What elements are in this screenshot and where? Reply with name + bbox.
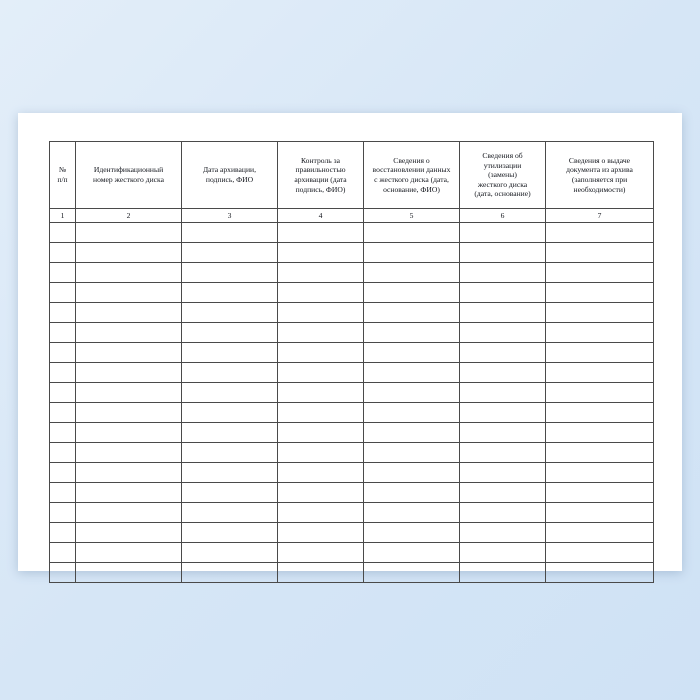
table-cell-empty[interactable] bbox=[460, 243, 546, 263]
header-line: (заполняется при bbox=[571, 175, 628, 184]
header-cell-2 bbox=[76, 142, 182, 209]
table-cell-empty[interactable] bbox=[460, 263, 546, 283]
table-cell-empty[interactable] bbox=[278, 223, 364, 243]
table-cell-empty[interactable] bbox=[50, 503, 76, 523]
table-cell-empty[interactable] bbox=[182, 523, 278, 543]
header-line: подпись, ФИО) bbox=[295, 184, 346, 194]
table-cell-empty[interactable] bbox=[460, 223, 546, 243]
table-cell-empty[interactable] bbox=[76, 383, 182, 403]
table-cell-empty[interactable] bbox=[76, 403, 182, 423]
table-cell-empty[interactable] bbox=[182, 343, 278, 363]
table-cell-empty[interactable] bbox=[546, 383, 654, 403]
table-cell-empty[interactable] bbox=[50, 483, 76, 503]
table-cell-empty[interactable] bbox=[182, 443, 278, 463]
table-cell-empty[interactable] bbox=[364, 463, 460, 483]
table-header bbox=[50, 142, 654, 209]
table-cell-empty[interactable] bbox=[546, 463, 654, 483]
table-cell-empty[interactable] bbox=[364, 483, 460, 503]
table-cell-empty[interactable] bbox=[460, 503, 546, 523]
table-cell-empty[interactable] bbox=[182, 323, 278, 343]
table-cell-empty[interactable] bbox=[546, 563, 654, 583]
table-row[interactable] bbox=[50, 363, 654, 383]
table-cell-empty[interactable] bbox=[76, 523, 182, 543]
header-row bbox=[50, 142, 654, 209]
table-cell-empty[interactable] bbox=[76, 463, 182, 483]
table-cell-empty[interactable] bbox=[546, 243, 654, 263]
header-cell-1 bbox=[50, 142, 76, 209]
table-row[interactable] bbox=[50, 283, 654, 303]
table-cell-empty[interactable] bbox=[76, 483, 182, 503]
table-cell-empty[interactable] bbox=[546, 323, 654, 343]
table-cell-empty[interactable] bbox=[460, 303, 546, 323]
table-cell-empty[interactable] bbox=[460, 383, 546, 403]
table-row[interactable] bbox=[50, 263, 654, 283]
table-cell-empty[interactable] bbox=[546, 543, 654, 563]
table-cell-empty[interactable] bbox=[76, 543, 182, 563]
column-number-row bbox=[50, 209, 654, 223]
table-cell-empty[interactable] bbox=[182, 423, 278, 443]
table-cell-empty[interactable] bbox=[182, 263, 278, 283]
table-cell-empty[interactable] bbox=[182, 223, 278, 243]
table-cell-empty[interactable] bbox=[460, 483, 546, 503]
header-line: Сведения об bbox=[482, 150, 523, 160]
table-cell-empty[interactable] bbox=[50, 523, 76, 543]
table-row[interactable] bbox=[50, 503, 654, 523]
table-cell-empty[interactable] bbox=[76, 223, 182, 243]
table-cell-empty[interactable] bbox=[364, 343, 460, 363]
table-cell-empty[interactable] bbox=[50, 303, 76, 323]
table-cell-empty[interactable] bbox=[76, 503, 182, 523]
table-cell-empty[interactable] bbox=[76, 423, 182, 443]
table-cell-empty[interactable] bbox=[50, 423, 76, 443]
table-cell-empty[interactable] bbox=[546, 343, 654, 363]
header-line: подпись, ФИО bbox=[205, 175, 254, 184]
table-cell-empty[interactable] bbox=[76, 243, 182, 263]
table-cell-empty[interactable] bbox=[460, 343, 546, 363]
table-cell-empty[interactable] bbox=[278, 303, 364, 323]
header-line: Сведения о выдаче bbox=[568, 155, 631, 165]
table-row[interactable] bbox=[50, 323, 654, 343]
table-cell-empty[interactable] bbox=[278, 403, 364, 423]
table-cell-empty[interactable] bbox=[182, 483, 278, 503]
table-cell-empty[interactable] bbox=[76, 263, 182, 283]
table-cell-empty[interactable] bbox=[364, 303, 460, 323]
table-cell-empty[interactable] bbox=[278, 443, 364, 463]
table-cell-empty[interactable] bbox=[278, 383, 364, 403]
table-cell-empty[interactable] bbox=[546, 403, 654, 423]
table-cell-empty[interactable] bbox=[546, 443, 654, 463]
table-cell-empty[interactable] bbox=[278, 523, 364, 543]
header-line: документа из архива bbox=[566, 165, 633, 175]
table-cell-empty[interactable] bbox=[50, 443, 76, 463]
table-row[interactable] bbox=[50, 543, 654, 563]
table-cell-empty[interactable] bbox=[278, 543, 364, 563]
table-cell-empty[interactable] bbox=[182, 243, 278, 263]
table-cell-empty[interactable] bbox=[546, 303, 654, 323]
table-cell-empty[interactable] bbox=[76, 343, 182, 363]
table-cell-empty[interactable] bbox=[460, 563, 546, 583]
table-cell-empty[interactable] bbox=[50, 543, 76, 563]
header-line: восстановлении данных bbox=[372, 165, 451, 175]
table-row[interactable] bbox=[50, 343, 654, 363]
table-row[interactable] bbox=[50, 563, 654, 583]
table-cell-empty[interactable] bbox=[364, 323, 460, 343]
table-row[interactable] bbox=[50, 423, 654, 443]
column-number-cell: 2 bbox=[76, 209, 182, 223]
table-cell-empty[interactable] bbox=[460, 423, 546, 443]
header-line: с жесткого диска (дата, bbox=[374, 175, 449, 184]
table-cell-empty[interactable] bbox=[364, 443, 460, 463]
table-cell-empty[interactable] bbox=[364, 383, 460, 403]
header-cell-3 bbox=[182, 142, 278, 209]
table-cell-empty[interactable] bbox=[278, 343, 364, 363]
table-row[interactable] bbox=[50, 443, 654, 463]
table-cell-empty[interactable] bbox=[50, 363, 76, 383]
table-row[interactable] bbox=[50, 303, 654, 323]
table-cell-empty[interactable] bbox=[460, 443, 546, 463]
column-number-cell: 7 bbox=[546, 209, 654, 223]
table-cell-empty[interactable] bbox=[50, 463, 76, 483]
header-cell-7 bbox=[546, 142, 654, 209]
table-cell-empty[interactable] bbox=[364, 283, 460, 303]
table-cell-empty[interactable] bbox=[182, 383, 278, 403]
table-cell-empty[interactable] bbox=[546, 363, 654, 383]
document-sheet bbox=[18, 113, 682, 571]
header-cell-6 bbox=[460, 142, 546, 209]
table-cell-empty[interactable] bbox=[460, 323, 546, 343]
header-line: утилизации bbox=[483, 160, 522, 170]
header-line: Сведения о bbox=[393, 155, 430, 165]
table-body bbox=[50, 209, 654, 583]
table-cell-empty[interactable] bbox=[182, 503, 278, 523]
header-line: Контроль за bbox=[301, 155, 340, 165]
table-cell-empty[interactable] bbox=[278, 503, 364, 523]
column-number-cell: 1 bbox=[50, 209, 76, 223]
table-cell-empty[interactable] bbox=[364, 363, 460, 383]
header-line: № bbox=[58, 165, 67, 175]
table-cell-empty[interactable] bbox=[364, 523, 460, 543]
header-line: Идентификационный bbox=[93, 165, 164, 175]
table-cell-empty[interactable] bbox=[364, 243, 460, 263]
table-cell-empty[interactable] bbox=[278, 323, 364, 343]
table-cell-empty[interactable] bbox=[50, 283, 76, 303]
journal-table bbox=[49, 141, 654, 583]
table-cell-empty[interactable] bbox=[182, 403, 278, 423]
table-cell-empty[interactable] bbox=[546, 423, 654, 443]
table-cell-empty[interactable] bbox=[76, 443, 182, 463]
table-row[interactable] bbox=[50, 383, 654, 403]
table-row[interactable] bbox=[50, 523, 654, 543]
table-cell-empty[interactable] bbox=[50, 323, 76, 343]
column-number-cell: 4 bbox=[278, 209, 364, 223]
column-number-cell: 5 bbox=[364, 209, 460, 223]
table-cell-empty[interactable] bbox=[182, 363, 278, 383]
table-cell-empty[interactable] bbox=[182, 563, 278, 583]
table-cell-empty[interactable] bbox=[182, 463, 278, 483]
table-cell-empty[interactable] bbox=[182, 283, 278, 303]
table-row[interactable] bbox=[50, 483, 654, 503]
table-cell-empty[interactable] bbox=[460, 363, 546, 383]
table-cell-empty[interactable] bbox=[76, 283, 182, 303]
table-cell-empty[interactable] bbox=[460, 403, 546, 423]
table-row[interactable] bbox=[50, 403, 654, 423]
table-cell-empty[interactable] bbox=[546, 263, 654, 283]
table-cell-empty[interactable] bbox=[278, 423, 364, 443]
table-cell-empty[interactable] bbox=[50, 223, 76, 243]
header-line: необходимости) bbox=[573, 184, 626, 194]
header-line: архивации (дата bbox=[294, 175, 347, 184]
table-cell-empty[interactable] bbox=[50, 403, 76, 423]
table-cell-empty[interactable] bbox=[278, 483, 364, 503]
table-cell-empty[interactable] bbox=[50, 263, 76, 283]
table-cell-empty[interactable] bbox=[460, 543, 546, 563]
header-line: п/п bbox=[57, 175, 68, 184]
table-cell-empty[interactable] bbox=[278, 463, 364, 483]
table-cell-empty[interactable] bbox=[278, 243, 364, 263]
table-cell-empty[interactable] bbox=[182, 543, 278, 563]
table-cell-empty[interactable] bbox=[460, 463, 546, 483]
table-cell-empty[interactable] bbox=[76, 303, 182, 323]
header-cell-5 bbox=[364, 142, 460, 209]
header-line: правильностью bbox=[295, 165, 346, 175]
table-cell-empty[interactable] bbox=[278, 563, 364, 583]
header-line: Дата архивации, bbox=[202, 165, 256, 175]
table-cell-empty[interactable] bbox=[278, 363, 364, 383]
table-cell-empty[interactable] bbox=[364, 503, 460, 523]
table-cell-empty[interactable] bbox=[546, 523, 654, 543]
table-cell-empty[interactable] bbox=[546, 503, 654, 523]
table-cell-empty[interactable] bbox=[364, 223, 460, 243]
table-cell-empty[interactable] bbox=[50, 383, 76, 403]
table-cell-empty[interactable] bbox=[364, 543, 460, 563]
table-cell-empty[interactable] bbox=[278, 283, 364, 303]
table-cell-empty[interactable] bbox=[546, 483, 654, 503]
column-number-cell: 6 bbox=[460, 209, 546, 223]
table-row[interactable] bbox=[50, 463, 654, 483]
table-cell-empty[interactable] bbox=[546, 283, 654, 303]
table-cell-empty[interactable] bbox=[364, 563, 460, 583]
table-cell-empty[interactable] bbox=[50, 243, 76, 263]
table-cell-empty[interactable] bbox=[50, 563, 76, 583]
table-cell-empty[interactable] bbox=[460, 523, 546, 543]
table-cell-empty[interactable] bbox=[76, 323, 182, 343]
table-cell-empty[interactable] bbox=[278, 263, 364, 283]
header-line: основание, ФИО) bbox=[383, 184, 440, 194]
table-cell-empty[interactable] bbox=[546, 223, 654, 243]
header-line: номер жесткого диска bbox=[93, 175, 164, 184]
table-cell-empty[interactable] bbox=[50, 343, 76, 363]
table-cell-empty[interactable] bbox=[182, 303, 278, 323]
table-cell-empty[interactable] bbox=[364, 263, 460, 283]
table-row[interactable] bbox=[50, 243, 654, 263]
table-row[interactable] bbox=[50, 223, 654, 243]
table-cell-empty[interactable] bbox=[364, 403, 460, 423]
table-cell-empty[interactable] bbox=[460, 283, 546, 303]
journal-table-container bbox=[49, 141, 653, 583]
header-line: (замены) bbox=[488, 170, 517, 180]
table-cell-empty[interactable] bbox=[76, 563, 182, 583]
header-cell-4 bbox=[278, 142, 364, 209]
table-cell-empty[interactable] bbox=[76, 363, 182, 383]
column-number-cell: 3 bbox=[182, 209, 278, 223]
table-cell-empty[interactable] bbox=[364, 423, 460, 443]
header-line: жесткого диска bbox=[477, 179, 528, 189]
header-line: (дата, основание) bbox=[474, 189, 531, 199]
